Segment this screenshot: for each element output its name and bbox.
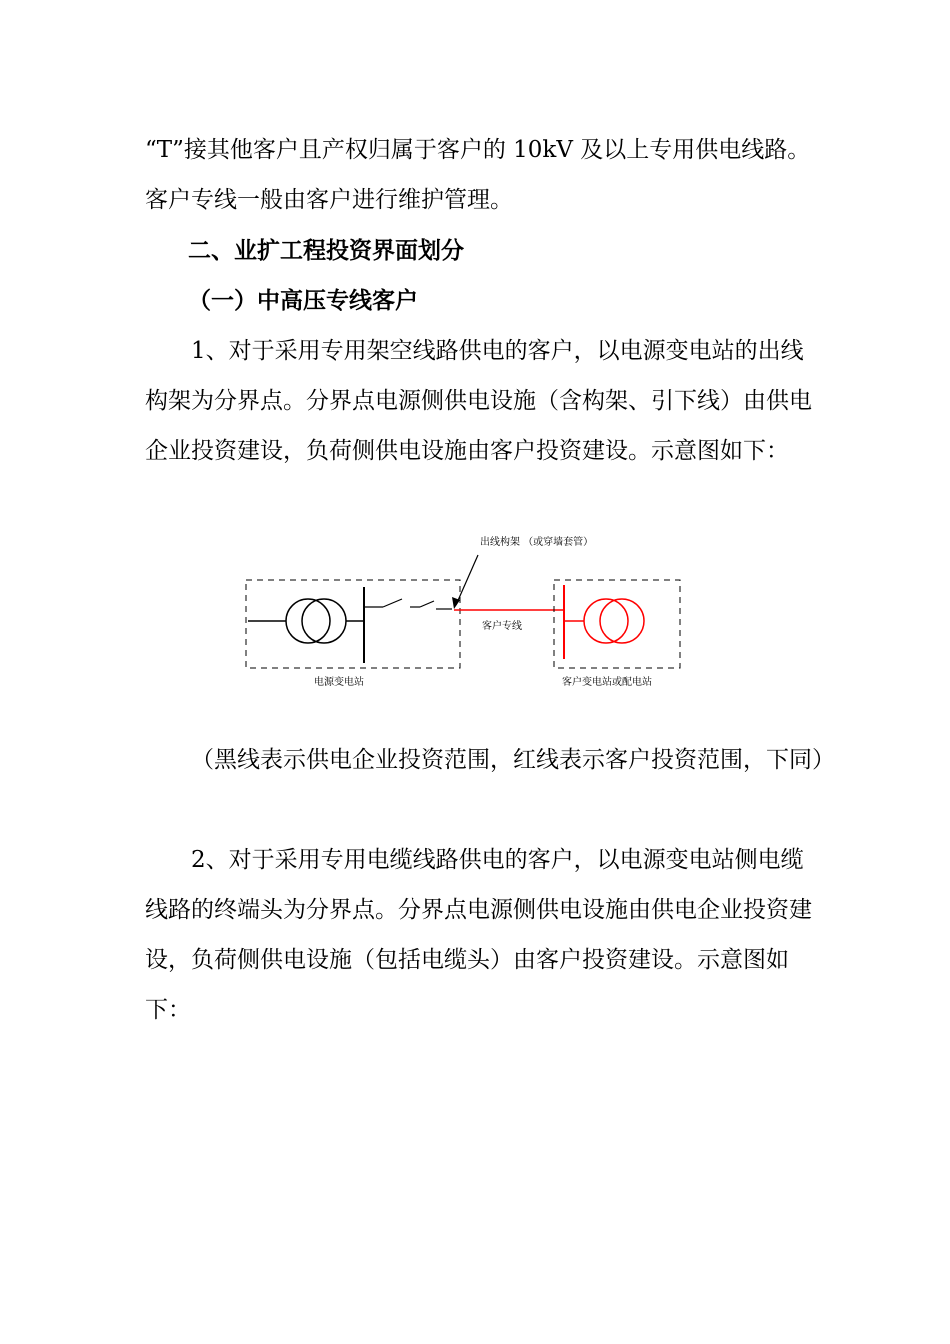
customer-substation-box xyxy=(554,580,680,668)
boundary-label: 出线构架 （或穿墙套管） xyxy=(480,537,594,548)
paragraph-overhead-line: 1、对于采用专用架空线路供电的客户，以电源变电站的出线构架为分界点。分界点电源侧供电设施（含构架、引下线）由供电企业投资建设，负荷侧供电设施由客户投资建设。示意图如下： xyxy=(145,338,812,464)
source-substation-box xyxy=(246,580,460,668)
source-substation-label: 电源变电站 xyxy=(314,677,364,688)
overhead-line-diagram xyxy=(238,525,698,695)
intro-paragraph: “T”接其他客户且产权归属于客户的 10kV 及以上专用供电线路。客户专线一般由客户进行维护管理。 xyxy=(145,137,811,213)
legend-note: （黑线表示供电企业投资范围，红线表示客户投资范围，下同） xyxy=(191,747,835,773)
disconnect-switch-1 xyxy=(383,599,402,607)
dedicated-line-label: 客户专线 xyxy=(482,621,522,632)
subsection-heading: （一）中高压专线客户 xyxy=(188,287,418,314)
paragraph-cable-line: 2、对于采用专用电缆线路供电的客户，以电源变电站侧电缆线路的终端头为分界点。分界点电源侧供电设施由供电企业投资建设，负荷侧供电设施（包括电缆头）由客户投资建设。示意图如下： xyxy=(145,847,812,1023)
customer-substation-label: 客户变电站或配电站 xyxy=(562,677,652,688)
section-heading: 二、业扩工程投资界面划分 xyxy=(188,237,464,264)
disconnect-switch-2 xyxy=(420,601,434,607)
